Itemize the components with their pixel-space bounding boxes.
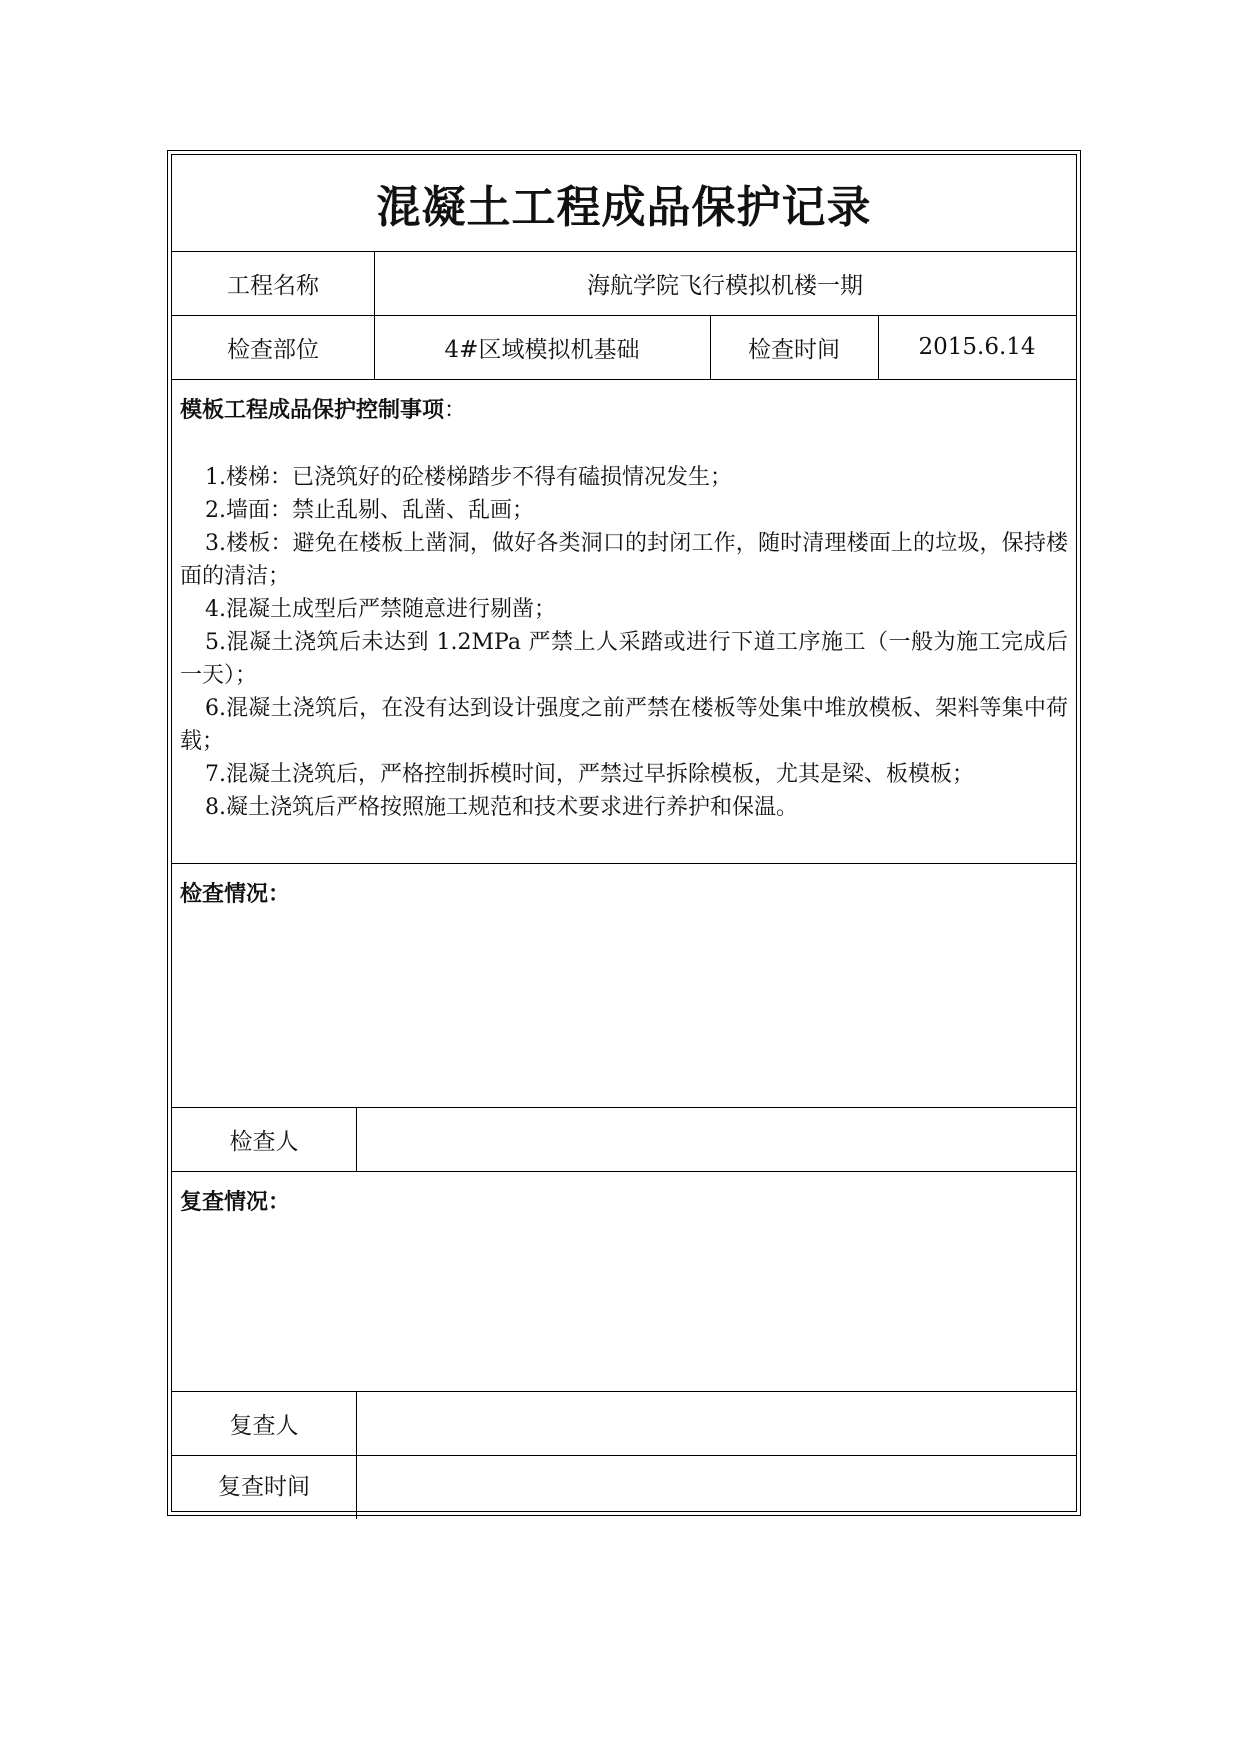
project-name-label: 工程名称 — [227, 272, 319, 299]
recheck-time-value — [356, 1455, 1076, 1513]
control-heading-text: 模板工程成品保护控制事项 — [180, 397, 445, 423]
inspection-location-label: 检查部位 — [227, 336, 319, 363]
divider — [172, 379, 1076, 380]
record-table — [171, 154, 1077, 1512]
control-heading-colon: ： — [444, 398, 467, 423]
recheck-heading: 复查情况： — [180, 1189, 291, 1215]
record-form — [167, 150, 1081, 1516]
list-item: 6.混凝土浇筑后，在没有达到设计强度之前严禁在楼板等处集中堆放模板、架料等集中荷载； — [180, 696, 1068, 754]
recheck-inspector-label: 复查人 — [229, 1412, 299, 1439]
inspection-time-value: 2015.6.14 — [918, 334, 1036, 360]
control-heading — [180, 393, 466, 424]
inspection-location-value: 4#区域模拟机基础 — [444, 336, 640, 363]
list-item: 2.墙面：禁止乱剔、乱凿、乱画； — [205, 498, 534, 523]
check-heading: 检查情况： — [180, 881, 291, 907]
list-item: 7.混凝土浇筑后，严格控制拆模时间，严禁过早拆除模板，尤其是梁、板模板； — [205, 762, 974, 787]
inspector-label: 检查人 — [229, 1128, 299, 1155]
inspection-time-label: 检查时间 — [748, 336, 840, 363]
project-name-value: 海航学院飞行模拟机楼一期 — [587, 272, 863, 299]
control-items-list — [180, 461, 1068, 824]
list-item: 4.混凝土成型后严禁随意进行剔凿； — [205, 597, 556, 622]
recheck-time-label: 复查时间 — [218, 1473, 310, 1500]
recheck-inspector-value — [356, 1391, 1076, 1455]
divider — [172, 863, 1076, 864]
list-item: 8.凝土浇筑后严格按照施工规范和技术要求进行养护和保温。 — [205, 795, 798, 820]
list-item: 1.楼梯：已浇筑好的砼楼梯踏步不得有磕损情况发生； — [205, 465, 732, 490]
inspector-value — [356, 1107, 1076, 1171]
list-item: 5.混凝土浇筑后未达到 1.2MPa 严禁上人采踏或进行下道工序施工（一般为施工完成后一天）； — [180, 630, 1068, 688]
list-item: 3.楼板：避免在楼板上凿洞，做好各类洞口的封闭工作，随时清理楼面上的垃圾，保持楼面的清洁； — [180, 531, 1068, 589]
form-title: 混凝土工程成品保护记录 — [376, 182, 872, 233]
divider — [172, 1171, 1076, 1172]
